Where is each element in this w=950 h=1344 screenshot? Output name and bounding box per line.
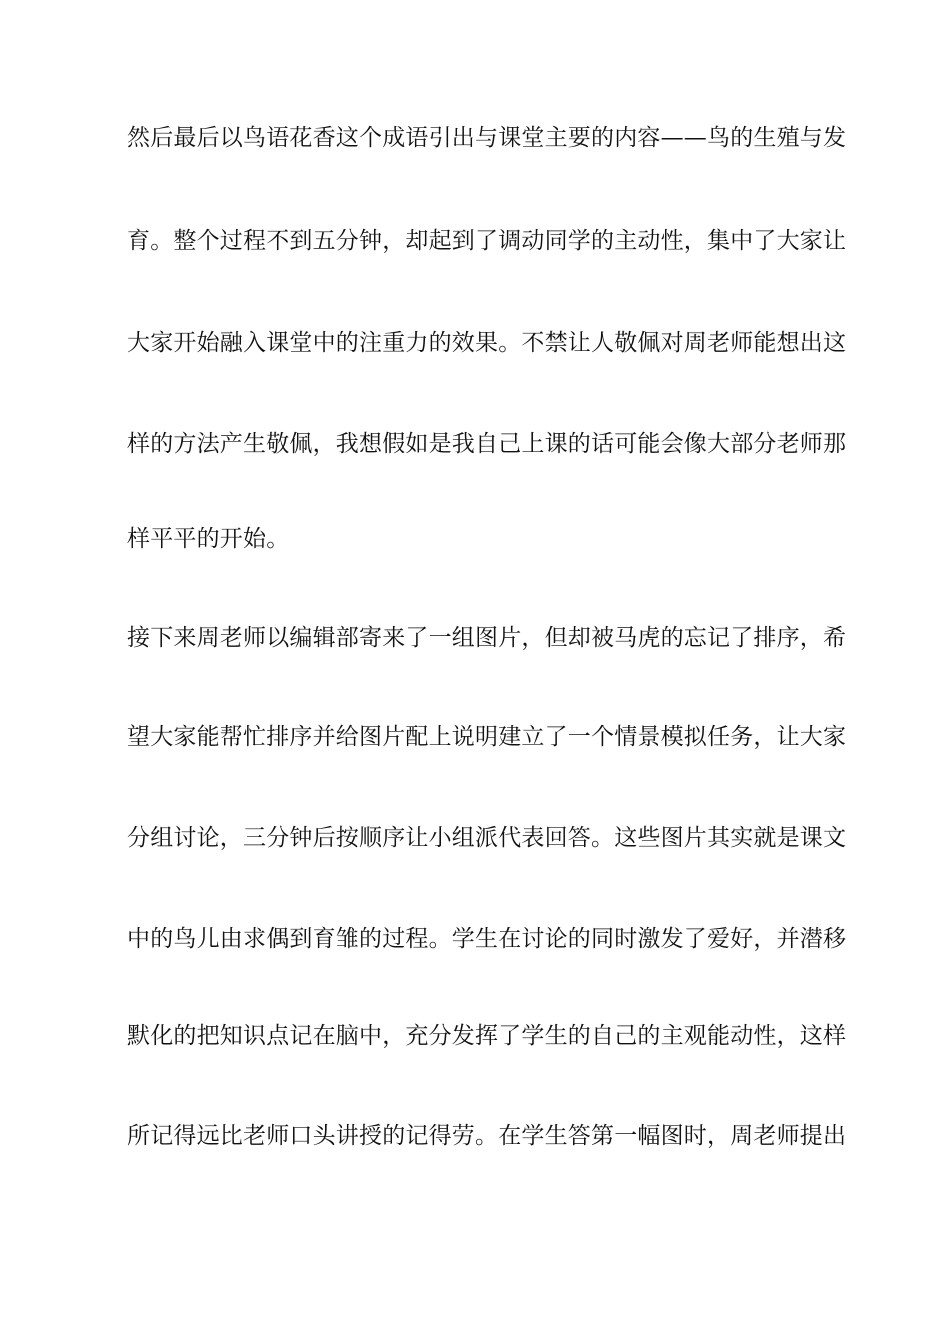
text-line: 接下来周老师以编辑部寄来了一组图片，但却被马虎的忘记了排序，希: [127, 625, 847, 651]
text-line: 望大家能帮忙排序并给图片配上说明建立了一个情景模拟任务，让大家: [127, 724, 847, 750]
text-line: 样平平的开始。: [127, 526, 290, 552]
text-line: 大家开始融入课堂中的注重力的效果。不禁让人敬佩对周老师能想出这: [127, 330, 847, 356]
text-line: 样的方法产生敬佩，我想假如是我自己上课的话可能会像大部分老师那: [127, 431, 847, 457]
text-line: 育。整个过程不到五分钟，却起到了调动同学的主动性，集中了大家让: [127, 228, 847, 254]
text-line: 所记得远比老师口头讲授的记得劳。在学生答第一幅图时，周老师提出: [127, 1123, 847, 1149]
text-line: 分组讨论，三分钟后按顺序让小组派代表回答。这些图片其实就是课文: [127, 825, 847, 851]
text-line: 中的鸟儿由求偶到育雏的过程。学生在讨论的同时激发了爱好，并潜移: [127, 926, 847, 952]
text-line: 默化的把知识点记在脑中，充分发挥了学生的自己的主观能动性，这样: [127, 1023, 847, 1049]
text-line: 然后最后以鸟语花香这个成语引出与课堂主要的内容——鸟的生殖与发: [127, 125, 847, 151]
